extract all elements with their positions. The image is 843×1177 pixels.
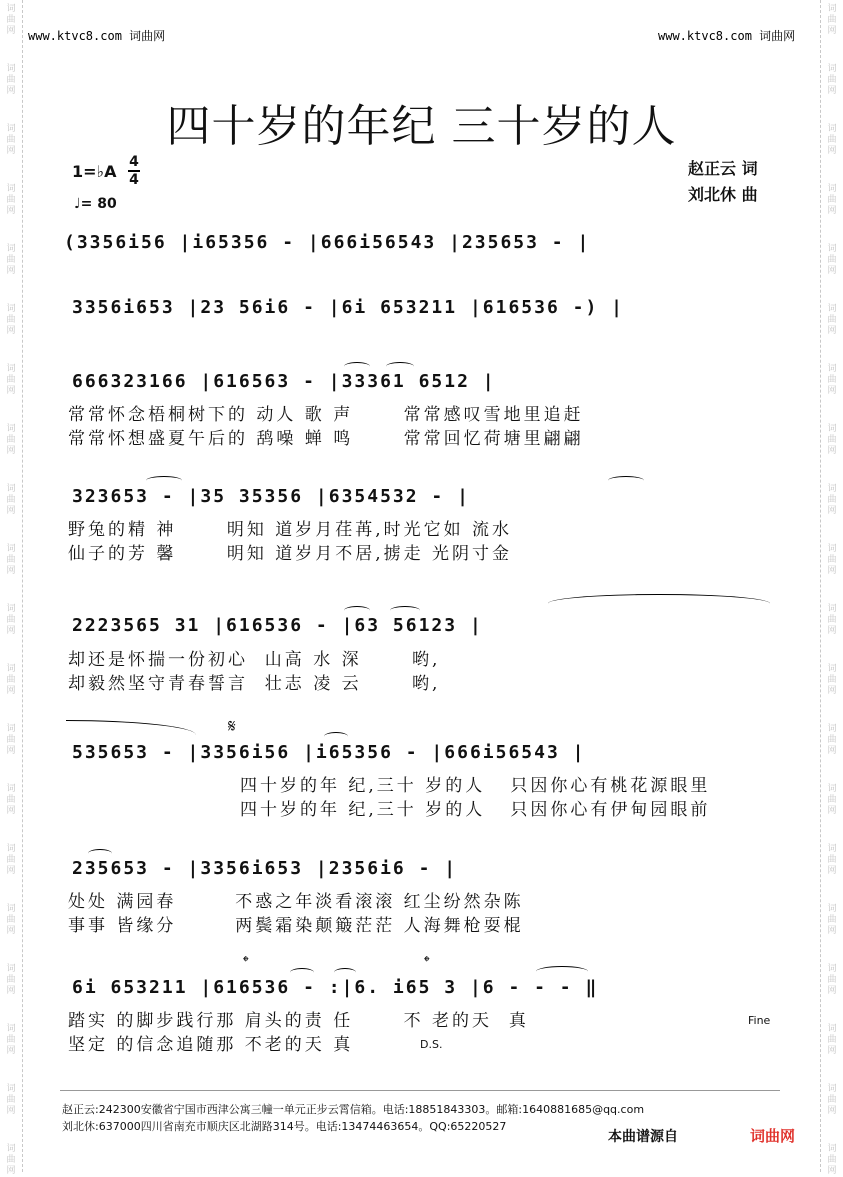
watermark-glyph: 词 曲 网 — [6, 784, 16, 816]
lyric-line-4a: 野兔的精 神 明知 道岁月荏苒,时光它如 流水 — [68, 520, 513, 540]
tie-arc — [608, 476, 644, 485]
time-signature-top: 4 — [129, 154, 139, 170]
watermark-glyph: 词 曲 网 — [6, 304, 16, 336]
watermark-glyph: 词 曲 网 — [6, 1084, 16, 1116]
watermark-glyph: 词 曲 网 — [6, 664, 16, 696]
watermark-glyph: 词 曲 网 — [6, 1024, 16, 1056]
watermark-glyph: 词 曲 网 — [827, 364, 837, 396]
notation-line-5: 2223565 31 |616536 - |63 56123 | — [72, 615, 483, 636]
watermark-glyph: 词 曲 网 — [827, 1144, 837, 1176]
watermark-glyph: 词 曲 网 — [827, 1084, 837, 1116]
watermark-glyph: 词 曲 网 — [6, 724, 16, 756]
watermark-glyph: 词 曲 网 — [827, 1024, 837, 1056]
notation-line-3: 666323166 |616563 - |33361 6512 | — [72, 371, 496, 392]
watermark-glyph: 词 曲 网 — [827, 124, 837, 156]
notation-line-6: 535653 - |3356i56 |i65356 - |666i56543 | — [72, 742, 586, 763]
watermark-glyph: 词 曲 网 — [827, 784, 837, 816]
fine-marking: Fine — [748, 1014, 771, 1027]
tie-arc — [344, 362, 370, 371]
lyric-line-7a: 处处 满园春 不惑之年淡看滚滚 红尘纷然杂陈 — [68, 892, 524, 912]
watermark-glyph: 词 曲 网 — [827, 844, 837, 876]
source-label: 本曲谱源自 — [604, 1126, 678, 1146]
left-watermark-strip — [0, 0, 23, 1176]
watermark-glyph: 词 曲 网 — [6, 364, 16, 396]
tie-arc — [146, 476, 182, 485]
notation-line-1: (3356i56 |i65356 - |666i56543 |235653 - | — [64, 232, 591, 253]
lyric-line-3b: 常常怀想盛夏午后的 鸹噪 蝉 鸣 常常回忆荷塘里翩翩 — [68, 429, 584, 449]
watermark-glyph: 词 曲 网 — [6, 244, 16, 276]
tempo-marking: ♩= 80 — [74, 196, 117, 212]
lyric-line-6b: 四十岁的年 纪,三十 岁的人 只因你心有伊甸园眼前 — [240, 800, 711, 820]
watermark-glyph: 词 曲 网 — [6, 4, 16, 36]
key-signature: 1=♭A — [72, 162, 117, 181]
tie-arc — [88, 849, 112, 858]
site-url-right[interactable]: www.ktvc8.com 词曲网 — [658, 29, 796, 43]
watermark-glyph: 词 曲 网 — [6, 124, 16, 156]
tie-arc — [324, 732, 348, 741]
lyric-line-5b: 却毅然坚守青春誓言 壮志 凌 云 哟, — [68, 674, 441, 694]
watermark-glyph: 词 曲 网 — [827, 64, 837, 96]
watermark-glyph: 词 曲 网 — [6, 424, 16, 456]
lyric-line-4b: 仙子的芳 馨 明知 道岁月不居,掳走 光阴寸金 — [68, 544, 513, 564]
notation-line-8: 6i 653211 |616536 - :|6. i65 3 |6 - - - ‖ — [72, 977, 599, 998]
composer-credit: 刘北休 曲 — [688, 185, 758, 204]
lyric-line-3a: 常常怀念梧桐树下的 动人 歌 声 常常感叹雪地里追赶 — [68, 405, 584, 425]
tie-arc — [536, 966, 588, 977]
notation-line-4: 323653 - |35 35356 |6354532 - | — [72, 486, 470, 507]
watermark-glyph: 词 曲 网 — [6, 544, 16, 576]
watermark-glyph: 词 曲 网 — [6, 904, 16, 936]
coda-sign-second: 𝄌 — [424, 952, 430, 971]
lyric-line-5a: 却还是怀揣一份初心 山高 水 深 哟, — [68, 650, 441, 670]
segno-sign: 𝄋 — [228, 716, 236, 737]
watermark-glyph: 词 曲 网 — [6, 964, 16, 996]
time-signature — [128, 155, 140, 187]
watermark-glyph: 词 曲 网 — [827, 904, 837, 936]
tie-arc — [334, 968, 356, 977]
coda-sign: 𝄌 — [243, 952, 249, 971]
watermark-glyph: 词 曲 网 — [827, 484, 837, 516]
tie-arc — [344, 606, 370, 615]
lyric-line-7b: 事事 皆缘分 两鬓霜染颠簸茫茫 人海舞枪耍棍 — [68, 916, 524, 936]
brand-logo-text[interactable]: 词曲网 — [750, 1127, 796, 1145]
watermark-glyph: 词 曲 网 — [6, 484, 16, 516]
watermark-glyph: 词 曲 网 — [827, 304, 837, 336]
watermark-glyph: 词 曲 网 — [6, 184, 16, 216]
slur-continuation — [66, 720, 196, 735]
notation-line-2: 3356i653 |23 56i6 - |6i 653211 |616536 -) | — [72, 297, 624, 318]
watermark-glyph: 词 曲 网 — [827, 244, 837, 276]
watermark-glyph: 词 曲 网 — [827, 424, 837, 456]
watermark-glyph: 词 曲 网 — [827, 724, 837, 756]
watermark-glyph: 词 曲 网 — [6, 604, 16, 636]
song-title: 四十岁的年纪 三十岁的人 — [166, 101, 677, 152]
notation-line-7: 235653 - |3356i653 |2356i6 - | — [72, 858, 458, 879]
watermark-glyph: 词 曲 网 — [827, 4, 837, 36]
footer-contact-composer: 刘北休:637000四川省南充市顺庆区北湖路314号。电话:13474463654。QQ:65220527 — [62, 1120, 507, 1133]
tie-arc — [290, 968, 314, 977]
lyric-line-8b: 坚定 的信念追随那 不老的天 真 — [68, 1035, 354, 1055]
footer-divider — [60, 1090, 780, 1091]
right-watermark-strip — [820, 0, 843, 1176]
time-signature-bottom: 4 — [129, 172, 139, 188]
lyricist-credit: 赵正云 词 — [688, 159, 758, 178]
watermark-glyph: 词 曲 网 — [827, 604, 837, 636]
long-slur — [548, 594, 770, 613]
lyric-line-6a: 四十岁的年 纪,三十 岁的人 只因你心有桃花源眼里 — [240, 776, 711, 796]
watermark-glyph: 词 曲 网 — [6, 844, 16, 876]
watermark-glyph: 词 曲 网 — [6, 1144, 16, 1176]
footer-contact-lyricist: 赵正云:242300安徽省宁国市西津公寓三幢一单元正步云霄信箱。电话:18851843303。邮箱:1640881685@qq.com — [62, 1103, 645, 1116]
watermark-glyph: 词 曲 网 — [827, 184, 837, 216]
watermark-glyph: 词 曲 网 — [827, 964, 837, 996]
site-url-left[interactable]: www.ktvc8.com 词曲网 — [28, 29, 166, 43]
watermark-glyph: 词 曲 网 — [827, 544, 837, 576]
tie-arc — [386, 362, 414, 371]
dal-segno-marking: D.S. — [420, 1038, 443, 1051]
tie-arc — [390, 606, 420, 615]
watermark-glyph: 词 曲 网 — [6, 64, 16, 96]
watermark-glyph: 词 曲 网 — [827, 664, 837, 696]
lyric-line-8a: 踏实 的脚步践行那 肩头的责 任 不 老的天 真 — [68, 1011, 529, 1031]
